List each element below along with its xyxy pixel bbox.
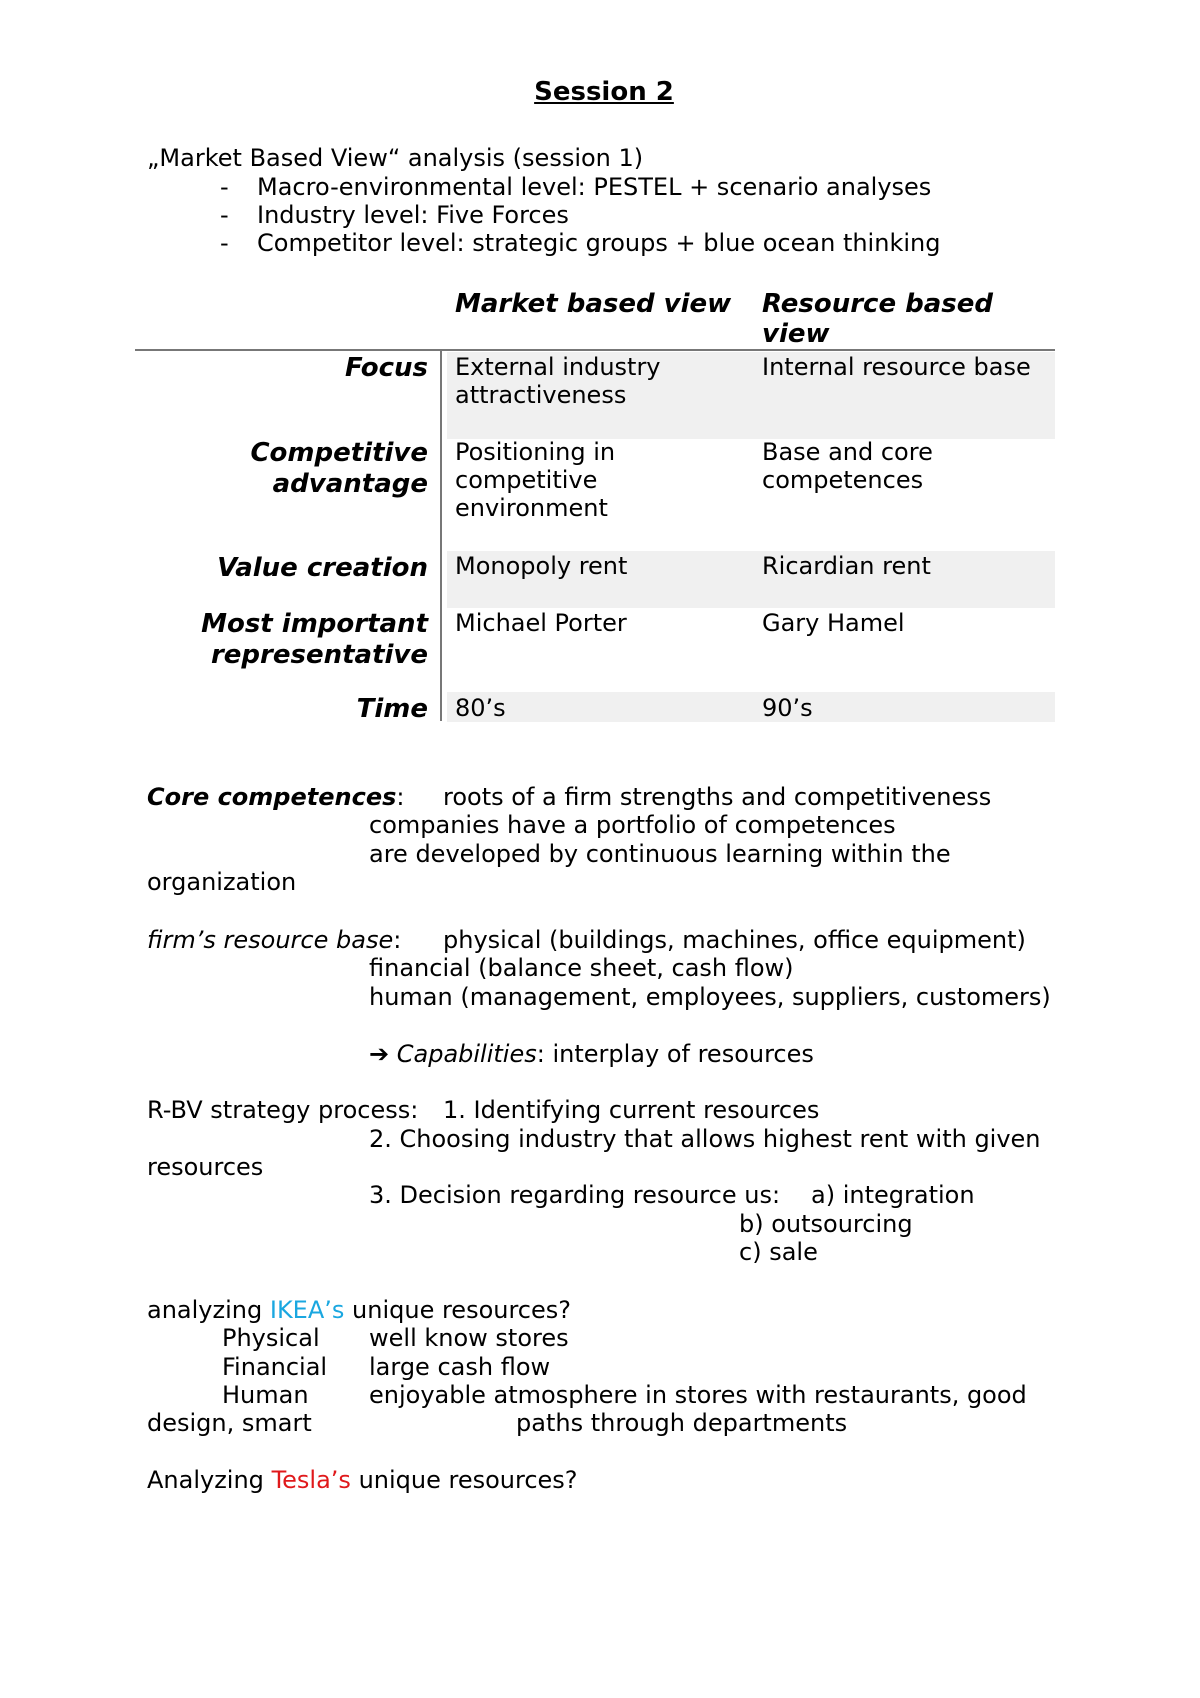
process-step: 1. Identifying current resources xyxy=(443,1096,820,1124)
table-cell: External industry xyxy=(455,353,661,381)
ikea-resource-key: Financial xyxy=(222,1353,328,1381)
row-label-competitive-advantage: Competitive xyxy=(250,438,428,468)
table-cell: Internal resource base xyxy=(762,353,1031,381)
table-cell: attractiveness xyxy=(455,381,627,409)
row-label-focus: Focus xyxy=(344,353,428,383)
core-competences-line: organization xyxy=(147,868,297,896)
process-option: b) outsourcing xyxy=(739,1210,913,1238)
process-step: resources xyxy=(147,1153,264,1181)
header-rbv: Resource based xyxy=(762,289,994,319)
table-cell: Ricardian rent xyxy=(762,552,931,580)
table-cell: competitive xyxy=(455,466,598,494)
table-cell: Michael Porter xyxy=(455,609,627,637)
mbv-heading: „Market Based View“ analysis (session 1) xyxy=(147,144,644,172)
ikea-resource-value: enjoyable atmosphere in stores with restaurants, good xyxy=(369,1381,1027,1409)
table-vertical-rule xyxy=(440,351,442,721)
tesla-question: Analyzing Tesla’s unique resources? xyxy=(147,1466,578,1494)
resource-base-line: human (management, employees, suppliers, customers) xyxy=(369,983,1051,1011)
capabilities-line: ➔ Capabilities: interplay of resources xyxy=(369,1040,814,1068)
list-bullet: - xyxy=(220,201,229,229)
core-competences-line: companies have a portfolio of competences xyxy=(369,811,896,839)
table-cell: competences xyxy=(762,466,924,494)
list-bullet: - xyxy=(220,229,229,257)
list-item: Macro-environmental level: PESTEL + scenario analyses xyxy=(257,173,932,201)
ikea-resource-cont: design, smart xyxy=(147,1409,312,1437)
table-cell: Base and core xyxy=(762,438,933,466)
arrow-right-icon: ➔ xyxy=(369,1040,390,1068)
header-rbv: view xyxy=(762,319,830,349)
resource-base-line: physical (buildings, machines, office equipment) xyxy=(443,926,1026,954)
list-bullet: - xyxy=(220,173,229,201)
core-competences-term: Core competences: xyxy=(147,783,405,811)
process-option: a) integration xyxy=(811,1181,975,1209)
table-cell: environment xyxy=(455,494,608,522)
table-cell: Gary Hamel xyxy=(762,609,905,637)
ikea-resource-key: Human xyxy=(222,1381,309,1409)
ikea-question: analyzing IKEA’s unique resources? xyxy=(147,1296,572,1324)
ikea-resource-value: large cash flow xyxy=(369,1353,551,1381)
row-label-representative: Most important xyxy=(201,609,428,639)
page-title: Session 2 xyxy=(534,77,674,107)
list-item: Competitor level: strategic groups + blue ocean thinking xyxy=(257,229,941,257)
list-item: Industry level: Five Forces xyxy=(257,201,569,229)
row-label-competitive-advantage: advantage xyxy=(272,469,428,499)
ikea-resource-key: Physical xyxy=(222,1324,320,1352)
row-shade xyxy=(447,692,1055,722)
process-step: 2. Choosing industry that allows highest rent with given xyxy=(369,1125,1041,1153)
row-label-representative: representative xyxy=(210,640,428,670)
resource-base-line: financial (balance sheet, cash flow) xyxy=(369,954,794,982)
table-cell: Monopoly rent xyxy=(455,552,628,580)
ikea-resource-value: well know stores xyxy=(369,1324,569,1352)
core-competences-line: roots of a firm strengths and competitiveness xyxy=(443,783,992,811)
table-cell: Positioning in xyxy=(455,438,616,466)
process-option: c) sale xyxy=(739,1238,818,1266)
row-label-time: Time xyxy=(356,694,428,724)
row-label-value-creation: Value creation xyxy=(217,553,428,583)
table-top-rule xyxy=(135,349,1055,351)
process-label: R-BV strategy process: xyxy=(147,1096,419,1124)
ikea-resource-cont: paths through departments xyxy=(516,1409,848,1437)
header-mbv: Market based view xyxy=(455,289,732,319)
resource-base-term: firm’s resource base: xyxy=(147,926,402,954)
table-cell: 80’s xyxy=(455,694,506,722)
table-cell: 90’s xyxy=(762,694,813,722)
core-competences-line: are developed by continuous learning within the xyxy=(369,840,951,868)
process-step: 3. Decision regarding resource us: xyxy=(369,1181,781,1209)
